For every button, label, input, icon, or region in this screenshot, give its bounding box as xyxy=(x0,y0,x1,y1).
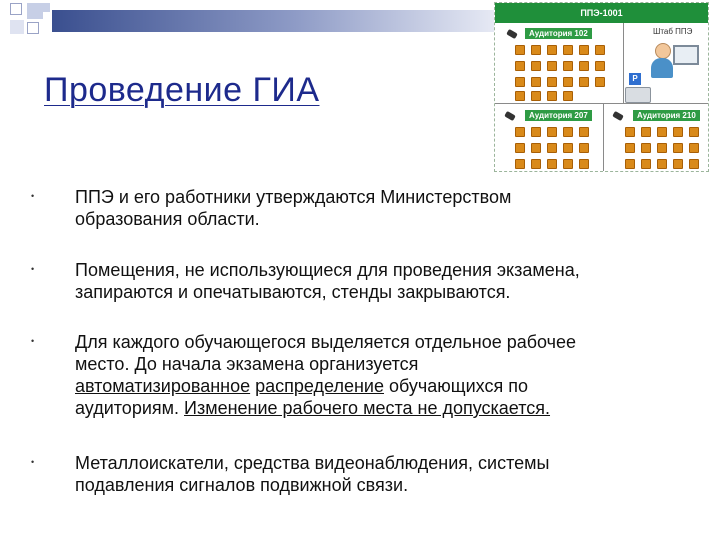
desk-icon xyxy=(579,77,589,87)
text-segment: обучающихся по xyxy=(383,376,528,396)
desk-icon xyxy=(689,143,699,153)
bullet-2-line-1: Помещения, не использующиеся для проведения экзамена, xyxy=(75,260,580,280)
desk-icon xyxy=(625,143,635,153)
desk-icon xyxy=(515,45,525,55)
bullet-3-line-1: Для каждого обучающегося выделяется отдельное рабочее xyxy=(75,332,577,352)
bullet-1-line-1: ППЭ и его работники утверждаются Министерством xyxy=(75,187,512,207)
camera-icon xyxy=(506,29,518,39)
bullet-marker: • xyxy=(31,264,35,274)
desk-icon xyxy=(689,159,699,169)
decor-square xyxy=(41,3,50,12)
desk-icon xyxy=(547,77,557,87)
bullet-4-line-2: подавления сигналов подвижной связи. xyxy=(75,475,409,495)
desk-icon xyxy=(531,91,541,101)
decor-square xyxy=(10,20,24,34)
bullet-2-line-2: запираются и опечатываются, стенды закрываются. xyxy=(75,282,511,302)
desk-icon xyxy=(547,61,557,71)
desk-icon xyxy=(595,61,605,71)
desk-icon xyxy=(563,127,573,137)
desk-icon xyxy=(563,143,573,153)
room-label-210: Аудитория 210 xyxy=(633,110,700,121)
underlined-text: автоматизированное xyxy=(75,376,251,396)
desk-icon xyxy=(547,91,557,101)
desk-icon xyxy=(531,61,541,71)
bullet-3-line-3 xyxy=(75,375,655,397)
bullet-3-line-2: место. До начала экзамена организуется xyxy=(75,354,419,374)
bullet-item-4 xyxy=(75,452,655,496)
desk-icon xyxy=(563,159,573,169)
desk-icon xyxy=(531,143,541,153)
desk-icon xyxy=(657,127,667,137)
desk-icon xyxy=(563,91,573,101)
desk-icon xyxy=(547,127,557,137)
header-bar xyxy=(52,10,494,32)
desk-icon xyxy=(515,61,525,71)
desk-icon xyxy=(595,77,605,87)
desk-icon xyxy=(579,143,589,153)
bullet-1-line-2: образования области. xyxy=(75,209,260,229)
desk-icon xyxy=(673,143,683,153)
desk-icon xyxy=(641,159,651,169)
desk-icon xyxy=(531,127,541,137)
bullet-3-line-4 xyxy=(75,397,655,419)
p-badge-icon: P xyxy=(629,73,641,85)
bullet-item-3 xyxy=(75,331,655,419)
desk-icon xyxy=(579,159,589,169)
floor-plan-header: ППЭ-1001 xyxy=(495,3,708,23)
desk-icon xyxy=(547,159,557,169)
desk-icon xyxy=(563,61,573,71)
desk-icon xyxy=(531,45,541,55)
camera-icon xyxy=(612,111,624,121)
desk-icon xyxy=(531,77,541,87)
bullet-4-line-1: Металлоискатели, средства видеонаблюдения, системы xyxy=(75,453,550,473)
person-icon xyxy=(655,43,671,59)
room-label-102: Аудитория 102 xyxy=(525,28,592,39)
plan-wall xyxy=(495,103,709,104)
staff-room-label: Штаб ППЭ xyxy=(653,27,693,36)
desk-icon xyxy=(579,61,589,71)
plan-wall xyxy=(623,23,624,103)
desk-icon xyxy=(547,143,557,153)
desk-icon xyxy=(657,143,667,153)
printer-icon xyxy=(625,87,651,103)
desk-icon xyxy=(515,159,525,169)
desk-icon xyxy=(625,127,635,137)
plan-wall xyxy=(603,103,604,172)
floor-plan-image xyxy=(494,2,709,172)
bullet-item-2 xyxy=(75,259,655,303)
desk-icon xyxy=(515,77,525,87)
desk-icon xyxy=(515,91,525,101)
text-segment: аудиториям. xyxy=(75,398,185,418)
bullet-item-1 xyxy=(75,186,655,230)
desk-icon xyxy=(625,159,635,169)
desk-icon xyxy=(515,143,525,153)
desk-icon xyxy=(641,127,651,137)
desk-icon xyxy=(579,127,589,137)
desk-icon xyxy=(563,45,573,55)
desk-icon xyxy=(563,77,573,87)
slide-title: Проведение ГИА xyxy=(44,71,320,109)
desk-icon xyxy=(547,45,557,55)
room-label-207: Аудитория 207 xyxy=(525,110,592,121)
underlined-text: Изменение рабочего места не допускается. xyxy=(184,398,551,418)
decor-square xyxy=(27,22,39,34)
decor-square xyxy=(10,3,22,15)
camera-icon xyxy=(504,111,516,121)
underlined-text: распределение xyxy=(255,376,384,396)
bullet-marker: • xyxy=(31,191,35,201)
desk-icon xyxy=(673,159,683,169)
bullet-marker: • xyxy=(31,457,35,467)
bullet-marker: • xyxy=(31,336,35,346)
desk-icon xyxy=(515,127,525,137)
computer-icon xyxy=(673,45,699,65)
person-body-icon xyxy=(651,58,673,78)
desk-icon xyxy=(595,45,605,55)
desk-icon xyxy=(689,127,699,137)
desk-icon xyxy=(657,159,667,169)
desk-icon xyxy=(673,127,683,137)
desk-icon xyxy=(531,159,541,169)
desk-icon xyxy=(641,143,651,153)
desk-icon xyxy=(579,45,589,55)
